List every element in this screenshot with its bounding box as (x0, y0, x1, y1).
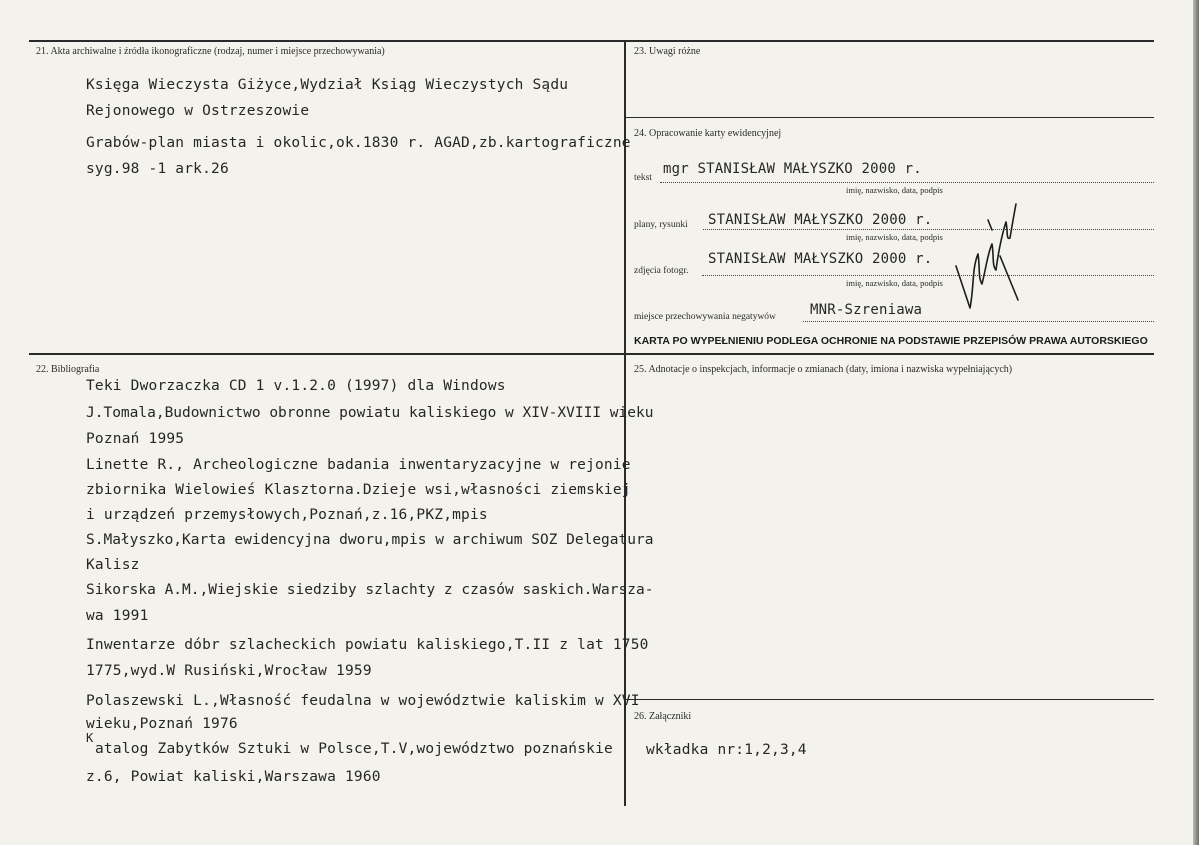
bibliography-line: Linette R., Archeologiczne badania inwentaryzacyjne w rejonie (86, 457, 631, 473)
handwritten-signature (948, 196, 1028, 316)
plans-author-label: plany, rysunki (634, 220, 688, 230)
photos-author-dots (702, 275, 1154, 276)
attachments-value: wkładka nr:1,2,3,4 (646, 742, 807, 758)
text-author-dots (660, 182, 1154, 183)
s25-s26-divider (626, 699, 1154, 700)
photos-author-label: zdjęcia fotogr. (634, 266, 689, 276)
middle-divider (29, 353, 1154, 355)
s23-s24-divider (626, 117, 1154, 118)
archival-line: Rejonowego w Ostrzeszowie (86, 103, 310, 119)
column-divider (624, 40, 626, 806)
bibliography-line: J.Tomala,Budownictwo obronne powiatu kaliskiego w XIV-XVIII wieku (86, 405, 654, 421)
bibliography-line: zbiornika Wielowieś Klasztorna.Dzieje wsi,własności ziemskiej (86, 482, 631, 498)
negatives-value: MNR-Szreniawa (810, 302, 923, 318)
section-23-header: 23. Uwagi różne (634, 46, 701, 57)
photos-author-value: STANISŁAW MAŁYSZKO 2000 r. (708, 251, 933, 267)
plans-author-dots (703, 229, 1154, 230)
bibliography-line: Kalisz (86, 557, 140, 573)
bibliography-line: wieku,Poznań 1976 (86, 716, 238, 732)
archival-line: Grabów-plan miasta i okolic,ok.1830 r. AGAD,zb.kartograficzne (86, 135, 631, 151)
photos-author-caption: imię, nazwisko, data, podpis (846, 278, 943, 288)
bibliography-line: wa 1991 (86, 608, 149, 624)
text-author-caption: imię, nazwisko, data, podpis (846, 185, 943, 195)
section-25-header: 25. Adnotacje o inspekcjach, informacje o zmianach (daty, imiona i nazwiska wypełniających) (634, 364, 1013, 375)
bibliography-line: Polaszewski L.,Własność feudalna w województwie kaliskim w XVI (86, 693, 640, 709)
bibliography-line: i urządzeń przemysłowych,Poznań,z.16,PKZ,mpis (86, 507, 488, 523)
copyright-notice: KARTA PO WYPEŁNIENIU PODLEGA OCHRONIE NA PODSTAWIE PRZEPISÓW PRAWA AUTORSKIEGO (634, 335, 1148, 347)
bibliography-line: S.Małyszko,Karta ewidencyjna dworu,mpis w archiwum SOZ Delegatura (86, 532, 654, 548)
bibliography-line: K (86, 731, 94, 745)
top-border (29, 40, 1154, 42)
archival-line: Księga Wieczysta Giżyce,Wydział Ksiąg Wieczystych Sądu (86, 77, 569, 93)
archival-line: syg.98 -1 ark.26 (86, 161, 229, 177)
section-24-header: 24. Opracowanie karty ewidencyjnej (634, 128, 782, 139)
bibliography-line: atalog Zabytków Sztuki w Polsce,T.V,województwo poznańskie (95, 741, 613, 757)
paper-edge (1193, 0, 1199, 845)
bibliography-line: 1775,wyd.W Rusiński,Wrocław 1959 (86, 663, 372, 679)
text-author-value: mgr STANISŁAW MAŁYSZKO 2000 r. (663, 161, 922, 177)
section-26-header: 26. Załączniki (634, 711, 692, 722)
bibliography-line: Poznań 1995 (86, 431, 185, 447)
section-22-header: 22. Bibliografia (36, 364, 100, 375)
bibliography-line: Inwentarze dóbr szlacheckich powiatu kaliskiego,T.II z lat 1750 (86, 637, 649, 653)
text-author-label: tekst (634, 173, 652, 183)
negatives-label: miejsce przechowywania negatywów (634, 312, 776, 322)
negatives-dots (803, 321, 1154, 322)
bibliography-line: Sikorska A.M.,Wiejskie siedziby szlachty z czasów saskich.Warsza- (86, 582, 654, 598)
section-21-header: 21. Akta archiwalne i źródła ikonograficzne (rodzaj, numer i miejsce przechowywania) (36, 46, 385, 57)
plans-author-value: STANISŁAW MAŁYSZKO 2000 r. (708, 212, 933, 228)
bibliography-line: Teki Dworzaczka CD 1 v.1.2.0 (1997) dla Windows (86, 378, 506, 394)
plans-author-caption: imię, nazwisko, data, podpis (846, 232, 943, 242)
bibliography-line: z.6, Powiat kaliski,Warszawa 1960 (86, 769, 381, 785)
